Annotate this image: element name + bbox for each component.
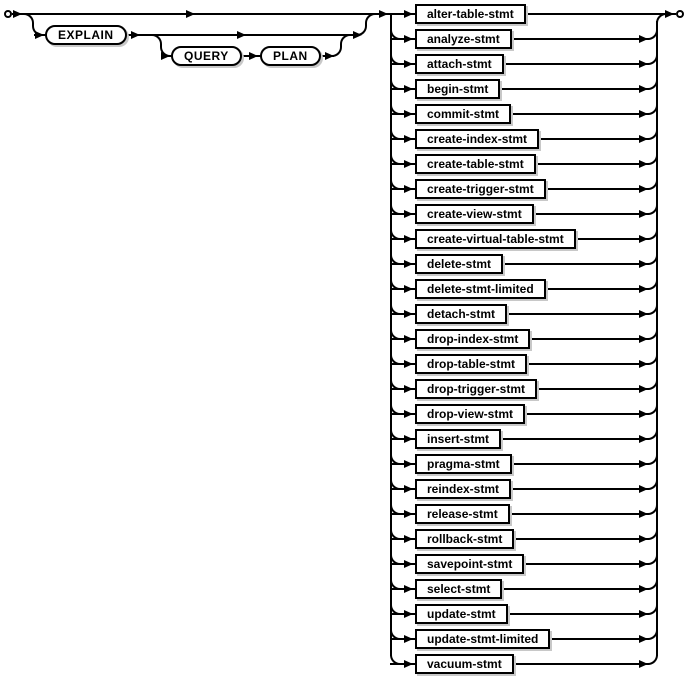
- arrowhead-icon: [404, 660, 413, 668]
- nonterminal-commit-stmt[interactable]: commit-stmt: [415, 104, 511, 124]
- nonterminal-insert-stmt[interactable]: insert-stmt: [415, 429, 501, 449]
- arrowhead-icon: [639, 435, 648, 443]
- arrowhead-icon: [404, 210, 413, 218]
- end-terminal-icon: [676, 10, 684, 18]
- arrowhead-icon: [404, 310, 413, 318]
- nonterminal-drop-table-stmt[interactable]: drop-table-stmt: [415, 354, 527, 374]
- arrowhead-icon: [404, 160, 413, 168]
- arrowhead-icon: [404, 260, 413, 268]
- arrowhead-icon: [639, 460, 648, 468]
- arrowhead-icon: [639, 285, 648, 293]
- arrowhead-icon: [404, 435, 413, 443]
- merge-rail: [656, 21, 658, 656]
- rail-curve: [648, 655, 658, 665]
- nonterminal-create-trigger-stmt[interactable]: create-trigger-stmt: [415, 179, 546, 199]
- nonterminal-attach-stmt[interactable]: attach-stmt: [415, 54, 504, 74]
- nonterminal-select-stmt[interactable]: select-stmt: [415, 579, 502, 599]
- nonterminal-vacuum-stmt[interactable]: vacuum-stmt: [415, 654, 514, 674]
- nonterminal-create-index-stmt[interactable]: create-index-stmt: [415, 129, 539, 149]
- arrowhead-icon: [131, 31, 140, 39]
- arrowhead-icon: [639, 135, 648, 143]
- rail-curve: [332, 46, 342, 57]
- nonterminal-delete-stmt[interactable]: delete-stmt: [415, 254, 503, 274]
- arrowhead-icon: [639, 235, 648, 243]
- arrowhead-icon: [639, 485, 648, 493]
- nonterminal-begin-stmt[interactable]: begin-stmt: [415, 79, 500, 99]
- arrowhead-icon: [639, 385, 648, 393]
- nonterminal-create-table-stmt[interactable]: create-table-stmt: [415, 154, 536, 174]
- arrowhead-icon: [639, 160, 648, 168]
- terminal-query: QUERY: [171, 46, 242, 66]
- nonterminal-delete-stmt-limited[interactable]: delete-stmt-limited: [415, 279, 546, 299]
- arrowhead-icon: [639, 260, 648, 268]
- nonterminal-savepoint-stmt[interactable]: savepoint-stmt: [415, 554, 524, 574]
- arrowhead-icon: [639, 335, 648, 343]
- arrowhead-icon: [639, 360, 648, 368]
- nonterminal-drop-trigger-stmt[interactable]: drop-trigger-stmt: [415, 379, 537, 399]
- arrowhead-icon: [639, 510, 648, 518]
- arrowhead-icon: [639, 185, 648, 193]
- arrowhead-icon: [639, 60, 648, 68]
- arrowhead-icon: [404, 35, 413, 43]
- nonterminal-reindex-stmt[interactable]: reindex-stmt: [415, 479, 511, 499]
- rail-line-main: [12, 13, 390, 15]
- arrowhead-icon: [639, 35, 648, 43]
- nonterminal-detach-stmt[interactable]: detach-stmt: [415, 304, 507, 324]
- arrowhead-icon: [404, 135, 413, 143]
- arrowhead-icon: [404, 635, 413, 643]
- arrowhead-icon: [379, 10, 388, 18]
- arrowhead-icon: [35, 31, 44, 39]
- arrowhead-icon: [161, 52, 170, 60]
- terminal-plan: PLAN: [260, 46, 321, 66]
- arrowhead-icon: [404, 60, 413, 68]
- nonterminal-pragma-stmt[interactable]: pragma-stmt: [415, 454, 512, 474]
- arrowhead-icon: [639, 410, 648, 418]
- terminal-explain: EXPLAIN: [45, 25, 127, 45]
- arrowhead-icon: [404, 535, 413, 543]
- arrowhead-icon: [237, 31, 246, 39]
- arrowhead-icon: [639, 560, 648, 568]
- arrowhead-icon: [404, 285, 413, 293]
- nonterminal-update-stmt[interactable]: update-stmt: [415, 604, 508, 624]
- nonterminal-drop-index-stmt[interactable]: drop-index-stmt: [415, 329, 530, 349]
- arrowhead-icon: [404, 460, 413, 468]
- arrowhead-icon: [404, 410, 413, 418]
- arrowhead-icon: [639, 210, 648, 218]
- arrowhead-icon: [404, 185, 413, 193]
- arrowhead-icon: [639, 310, 648, 318]
- arrowhead-icon: [404, 510, 413, 518]
- arrowhead-icon: [639, 635, 648, 643]
- arrowhead-icon: [404, 385, 413, 393]
- arrowhead-icon: [249, 52, 258, 60]
- nonterminal-create-virtual-table-stmt[interactable]: create-virtual-table-stmt: [415, 229, 576, 249]
- rail-curve: [357, 25, 367, 36]
- nonterminal-rollback-stmt[interactable]: rollback-stmt: [415, 529, 514, 549]
- nonterminal-create-view-stmt[interactable]: create-view-stmt: [415, 204, 534, 224]
- arrowhead-icon: [13, 10, 22, 18]
- arrowhead-icon: [639, 585, 648, 593]
- arrowhead-icon: [639, 110, 648, 118]
- arrowhead-icon: [639, 610, 648, 618]
- arrowhead-icon: [404, 585, 413, 593]
- arrowhead-icon: [639, 85, 648, 93]
- nonterminal-release-stmt[interactable]: release-stmt: [415, 504, 510, 524]
- arrowhead-icon: [639, 535, 648, 543]
- arrowhead-icon: [404, 110, 413, 118]
- nonterminal-update-stmt-limited[interactable]: update-stmt-limited: [415, 629, 550, 649]
- nonterminal-analyze-stmt[interactable]: analyze-stmt: [415, 29, 512, 49]
- nonterminal-drop-view-stmt[interactable]: drop-view-stmt: [415, 404, 525, 424]
- arrowhead-icon: [404, 85, 413, 93]
- arrowhead-icon: [404, 610, 413, 618]
- arrowhead-icon: [639, 660, 648, 668]
- arrowhead-icon: [404, 485, 413, 493]
- arrowhead-icon: [404, 360, 413, 368]
- arrowhead-icon: [404, 235, 413, 243]
- start-terminal-icon: [4, 10, 12, 18]
- arrowhead-icon: [404, 335, 413, 343]
- arrowhead-icon: [404, 560, 413, 568]
- arrowhead-icon: [186, 10, 195, 18]
- nonterminal-alter-table-stmt[interactable]: alter-table-stmt: [415, 4, 526, 24]
- arrowhead-icon: [404, 10, 413, 18]
